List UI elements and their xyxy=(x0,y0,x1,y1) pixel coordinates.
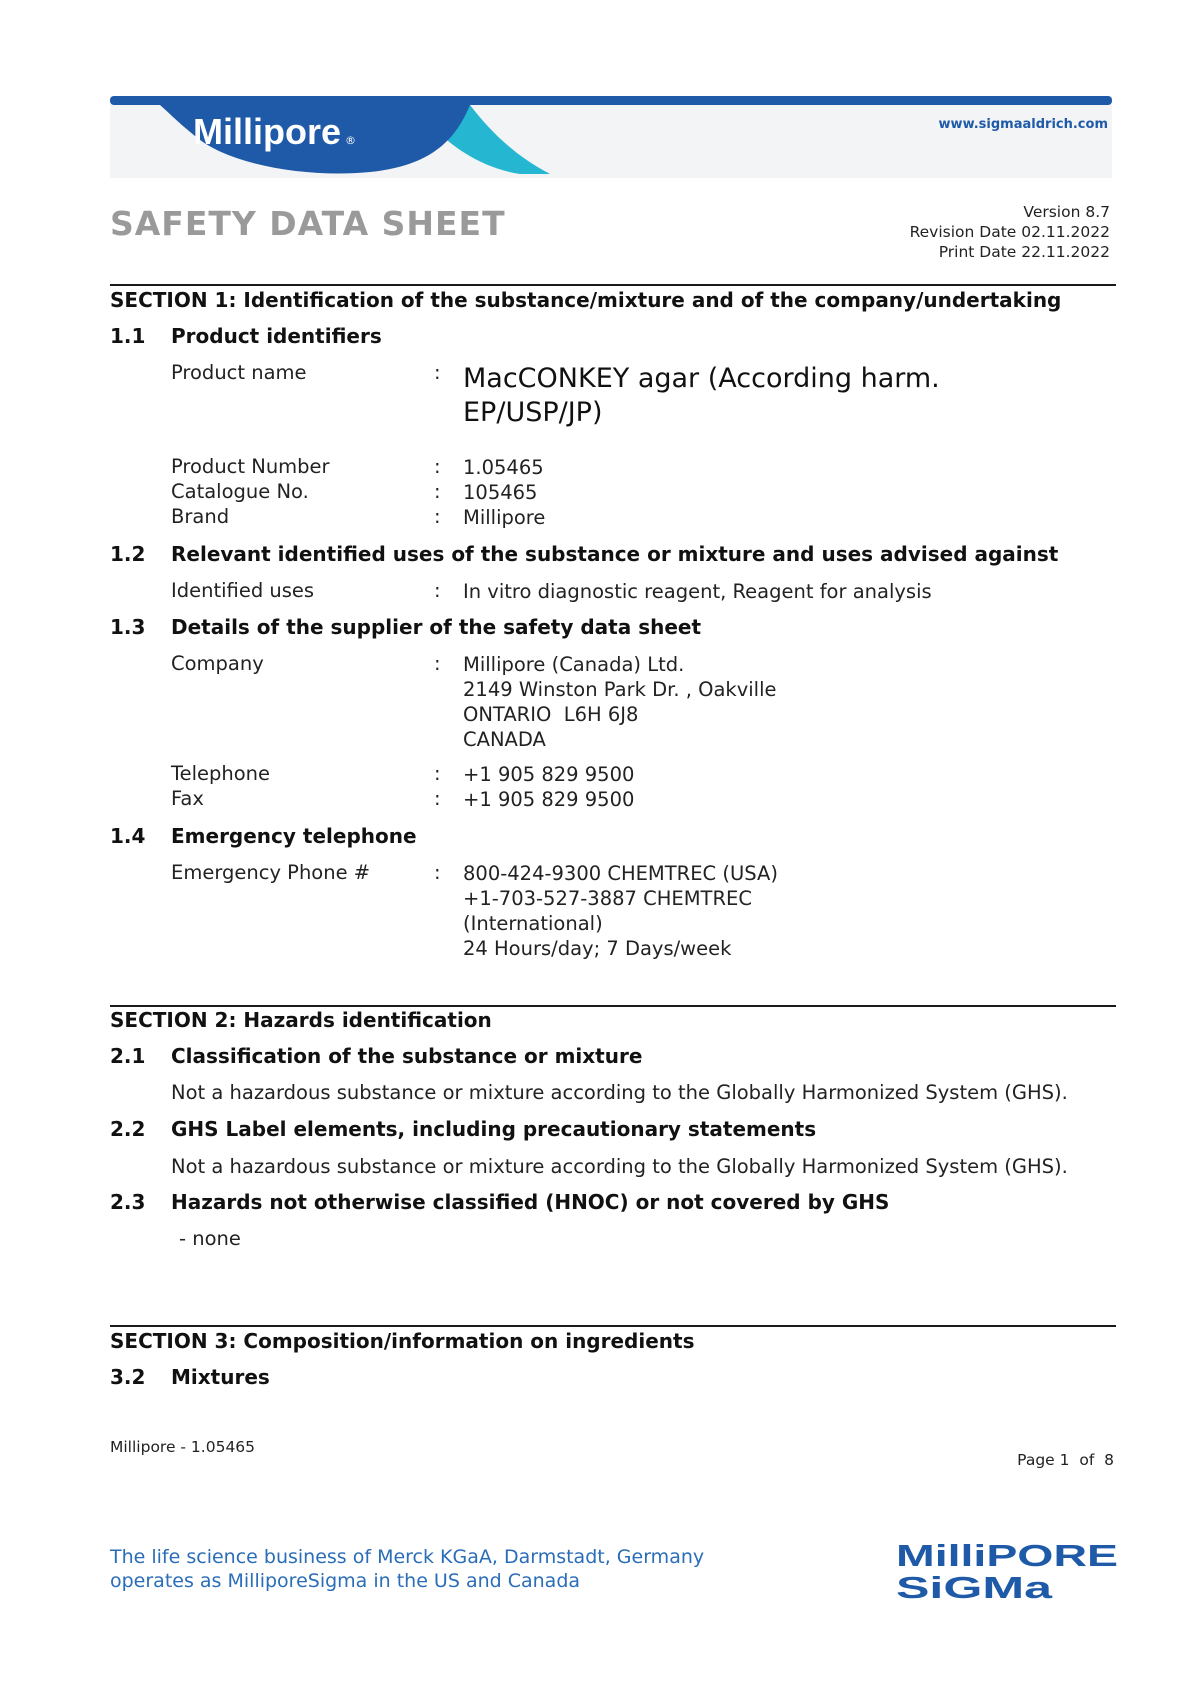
telephone-label: Telephone xyxy=(171,762,271,785)
subsection-number: 1.3 xyxy=(110,615,146,639)
section-divider xyxy=(110,284,1116,286)
subsection-title: GHS Label elements, including precautionary statements xyxy=(171,1117,817,1141)
revision-date: Revision Date 02.11.2022 xyxy=(909,223,1110,241)
colon: : xyxy=(434,361,441,384)
website-url[interactable]: www.sigmaaldrich.com xyxy=(938,117,1108,132)
version: Version 8.7 xyxy=(1023,203,1110,221)
colon: : xyxy=(434,861,441,884)
product-name-line: EP/USP/JP) xyxy=(463,397,603,428)
document-title: SAFETY DATA SHEET xyxy=(110,204,506,243)
identified-uses-label: Identified uses xyxy=(171,579,315,602)
section-1-heading: SECTION 1: Identification of the substance/mixture and of the company/undertaking xyxy=(110,288,1062,312)
colon: : xyxy=(434,455,441,478)
millipore-logo-text: Millipore xyxy=(193,111,342,152)
print-date: Print Date 22.11.2022 xyxy=(938,243,1110,261)
brand-value: Millipore xyxy=(463,506,546,529)
header-banner xyxy=(110,96,1112,178)
fax-label: Fax xyxy=(171,787,204,810)
subsection-number: 1.2 xyxy=(110,542,146,566)
subsection-number: 3.2 xyxy=(110,1365,146,1389)
subsection-title: Classification of the substance or mixture xyxy=(171,1044,643,1068)
svg-text:MilliPORE: MilliPORE xyxy=(896,1538,1118,1573)
subsection-number: 2.3 xyxy=(110,1190,146,1214)
milliporesigma-logo xyxy=(896,1538,1120,1600)
colon: : xyxy=(434,579,441,602)
brand-label: Brand xyxy=(171,505,230,528)
classification-text: Not a hazardous substance or mixture according to the Globally Harmonized System (GHS). xyxy=(171,1081,1068,1104)
telephone-value[interactable]: +1 905 829 9500 xyxy=(463,763,635,786)
address-line: ONTARIO L6H 6J8 xyxy=(463,703,639,726)
colon: : xyxy=(434,762,441,785)
product-number-label: Product Number xyxy=(171,455,330,478)
page-number: Page 1 of 8 xyxy=(1017,1451,1114,1469)
colon: : xyxy=(434,505,441,528)
company-address xyxy=(463,652,777,752)
subsection-number: 1.4 xyxy=(110,824,146,848)
emergency-line: 24 Hours/day; 7 Days/week xyxy=(463,937,732,960)
product-number-value: 1.05465 xyxy=(463,456,544,479)
emergency-line: 800-424-9300 CHEMTREC (USA) xyxy=(463,862,778,885)
subsection-title: Hazards not otherwise classified (HNOC) or not covered by GHS xyxy=(171,1190,890,1214)
fax-value: +1 905 829 9500 xyxy=(463,788,635,811)
colon: : xyxy=(434,787,441,810)
subsection-title: Details of the supplier of the safety data sheet xyxy=(171,615,702,639)
colon: : xyxy=(434,480,441,503)
footer-product-ref: Millipore - 1.05465 xyxy=(110,1438,256,1456)
document-meta xyxy=(910,202,1110,262)
product-name-line: MacCONKEY agar (According harm. xyxy=(463,363,940,394)
catalogue-label: Catalogue No. xyxy=(171,480,309,503)
subsection-title: Emergency telephone xyxy=(171,824,417,848)
address-line: 2149 Winston Park Dr. , Oakville xyxy=(463,678,777,701)
tagline-line: operates as MilliporeSigma in the US and Canada xyxy=(110,1570,581,1592)
address-line: CANADA xyxy=(463,728,546,751)
emergency-line: +1-703-527-3887 CHEMTREC xyxy=(463,887,752,910)
section-3-heading: SECTION 3: Composition/information on ingredients xyxy=(110,1329,695,1353)
subsection-title: Mixtures xyxy=(171,1365,270,1389)
label-elements-text: Not a hazardous substance or mixture according to the Globally Harmonized System (GHS). xyxy=(171,1155,1068,1178)
subsection-number: 2.2 xyxy=(110,1117,146,1141)
subsection-title: Relevant identified uses of the substance or mixture and uses advised against xyxy=(171,542,1059,566)
hnoc-text: - none xyxy=(179,1227,241,1250)
section-divider xyxy=(110,1005,1116,1007)
emergency-phone-label: Emergency Phone # xyxy=(171,861,371,884)
section-divider xyxy=(110,1325,1116,1327)
address-line: Millipore (Canada) Ltd. xyxy=(463,653,685,676)
colon: : xyxy=(434,652,441,675)
section-2-heading: SECTION 2: Hazards identification xyxy=(110,1008,492,1032)
subsection-number: 2.1 xyxy=(110,1044,146,1068)
company-label: Company xyxy=(171,652,264,675)
tagline-line: The life science business of Merck KGaA, Darmstadt, Germany xyxy=(110,1546,705,1568)
product-name-value xyxy=(463,362,940,430)
svg-text:®: ® xyxy=(345,134,356,147)
footer-tagline xyxy=(110,1545,704,1593)
emergency-phone-value[interactable] xyxy=(463,861,778,961)
emergency-line: (International) xyxy=(463,912,603,935)
subsection-title: Product identifiers xyxy=(171,324,382,348)
subsection-number: 1.1 xyxy=(110,324,146,348)
identified-uses-value: In vitro diagnostic reagent, Reagent for analysis xyxy=(463,580,932,603)
svg-text:SiGMa: SiGMa xyxy=(896,1570,1054,1600)
catalogue-value: 105465 xyxy=(463,481,538,504)
product-name-label: Product name xyxy=(171,361,307,384)
